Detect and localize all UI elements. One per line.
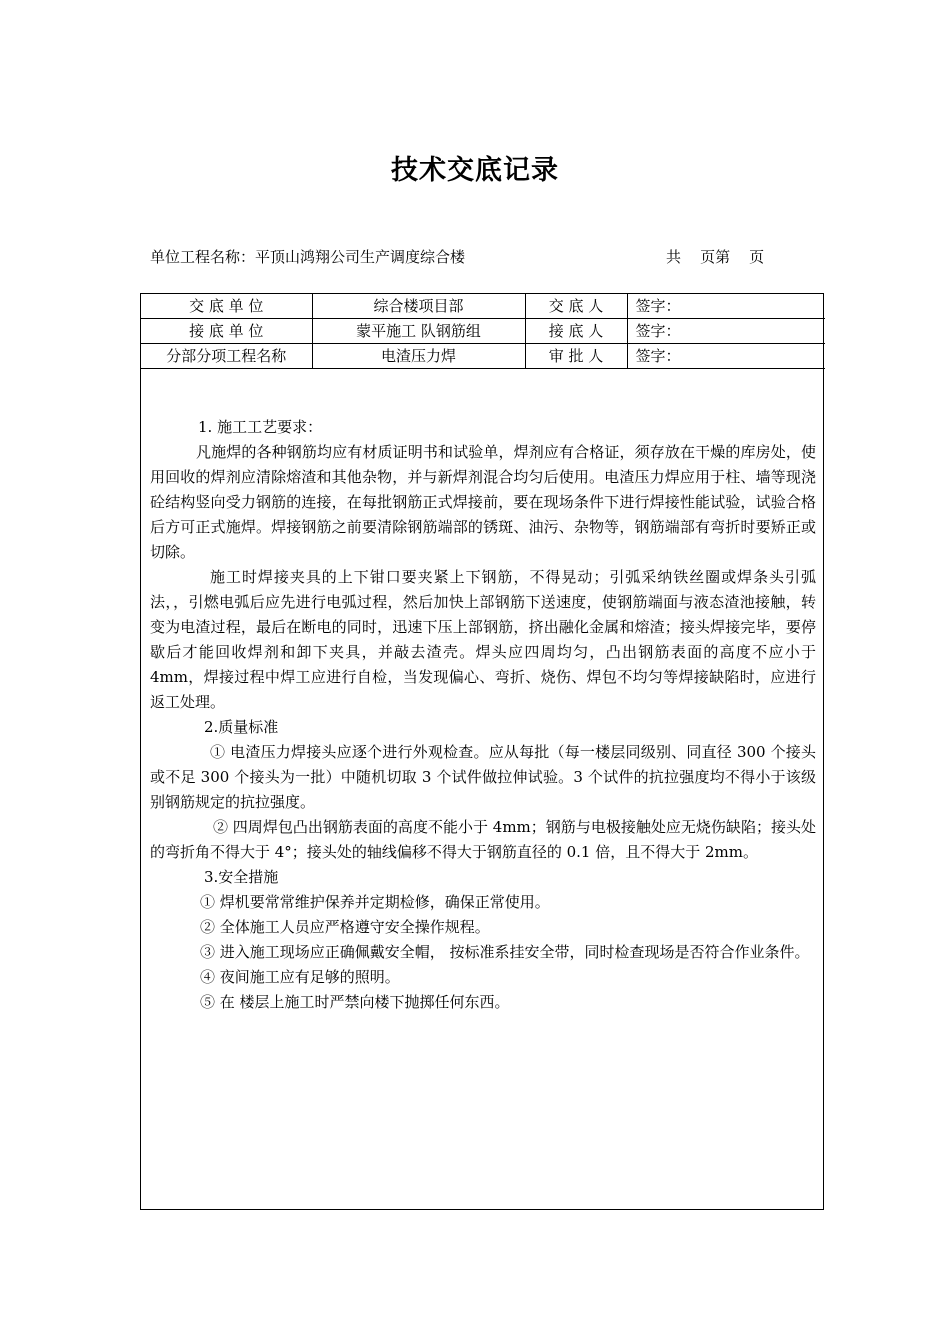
receiving-unit-label: 接 底 单 位 — [141, 319, 312, 344]
approver-signature: 签字： — [627, 344, 825, 369]
table-row — [141, 294, 825, 319]
page-counter: 共 页第 页 — [666, 248, 765, 266]
paragraph: ① 电渣压力焊接头应逐个进行外观检查。应从每批（每一楼层同级别、同直径 300 个接头或不足 300 个接头为一批）中随机切取 3 个试件做拉伸试验。3 个试件的抗拉强度均不得小于该级别钢筋规定的抗拉强度。 — [150, 743, 816, 811]
approver-label: 审 批 人 — [525, 344, 627, 369]
list-item: ④ 夜间施工应有足够的照明。 — [200, 968, 400, 986]
list-item: ③ 进入施工现场应正确佩戴安全帽， 按标准系挂安全带，同时检查现场是否符合作业条件。 — [200, 943, 810, 961]
paragraph: 施工时焊接夹具的上下钳口要夹紧上下钢筋，不得晃动；引弧采纳铁丝圈或焊条头引弧法，，引燃电弧后应先进行电弧过程，然后加快上部钢筋下送速度，使钢筋端面与液态渣池接触，转变为电渣过程，最后在断电的同时，迅速下压上部钢筋，挤出融化金属和熔渣；接头焊接完毕，要停歇后才能回收焊剂和卸下夹具，并敲去渣壳。焊头应四周均匀，凸出钢筋表面的高度不应小于 4mm，焊接过程中焊工应进行自检，当发现偏心、弯折、烧伤、焊包不均匀等焊接缺陷时，应进行返工处理。 — [150, 568, 816, 711]
receiving-unit-value: 蒙平施工 队钢筋组 — [312, 319, 525, 344]
handover-unit-value: 综合楼项目部 — [312, 294, 525, 319]
receiving-signature: 签字： — [627, 319, 825, 344]
list-item: ⑤ 在 楼层上施工时严禁向楼下抛掷任何东西。 — [200, 993, 510, 1011]
handover-signature: 签字： — [627, 294, 825, 319]
record-frame — [140, 293, 824, 1210]
receiving-person-label: 接 底 人 — [525, 319, 627, 344]
subproject-value: 电渣压力焊 — [312, 344, 525, 369]
section-heading: 1. 施工工艺要求： — [198, 418, 323, 436]
project-name: 单位工程名称：平顶山鸿翔公司生产调度综合楼 — [150, 248, 466, 266]
table-row — [141, 319, 825, 344]
subproject-label: 分部分项工程名称 — [141, 344, 312, 369]
handover-unit-label: 交 底 单 位 — [141, 294, 312, 319]
content-body — [150, 415, 816, 1015]
paragraph: ② 四周焊包凸出钢筋表面的高度不能小于 4mm；钢筋与电极接触处应无烧伤缺陷；接头处的弯折角不得大于 4°；接头处的轴线偏移不得大于钢筋直径的 0.1 倍，且不得大于 2mm。 — [150, 818, 816, 861]
list-item: ② 全体施工人员应严格遵守安全操作规程。 — [200, 918, 490, 936]
handover-person-label: 交 底 人 — [525, 294, 627, 319]
paragraph: 凡施焊的各种钢筋均应有材质证明书和试验单，焊剂应有合格证，须存放在干燥的库房处，使用回收的焊剂应清除熔渣和其他杂物，并与新焊剂混合均匀后使用。电渣压力焊应用于柱、墙等现浇砼结构竖向受力钢筋的连接，在每批钢筋正式焊接前，要在现场条件下进行焊接性能试验，试验合格后方可正式施焊。焊接钢筋之前要清除钢筋端部的锈斑、油污、杂物等，钢筋端部有弯折时要矫正或切除。 — [150, 443, 816, 561]
section-heading: 3.安全措施 — [204, 868, 279, 886]
list-item: ① 焊机要常常维护保养并定期检修，确保正常使用。 — [200, 893, 550, 911]
table-row — [141, 344, 825, 369]
document-title: 技术交底记录 — [391, 155, 559, 186]
header-table — [141, 294, 825, 369]
section-heading: 2.质量标准 — [204, 718, 279, 736]
